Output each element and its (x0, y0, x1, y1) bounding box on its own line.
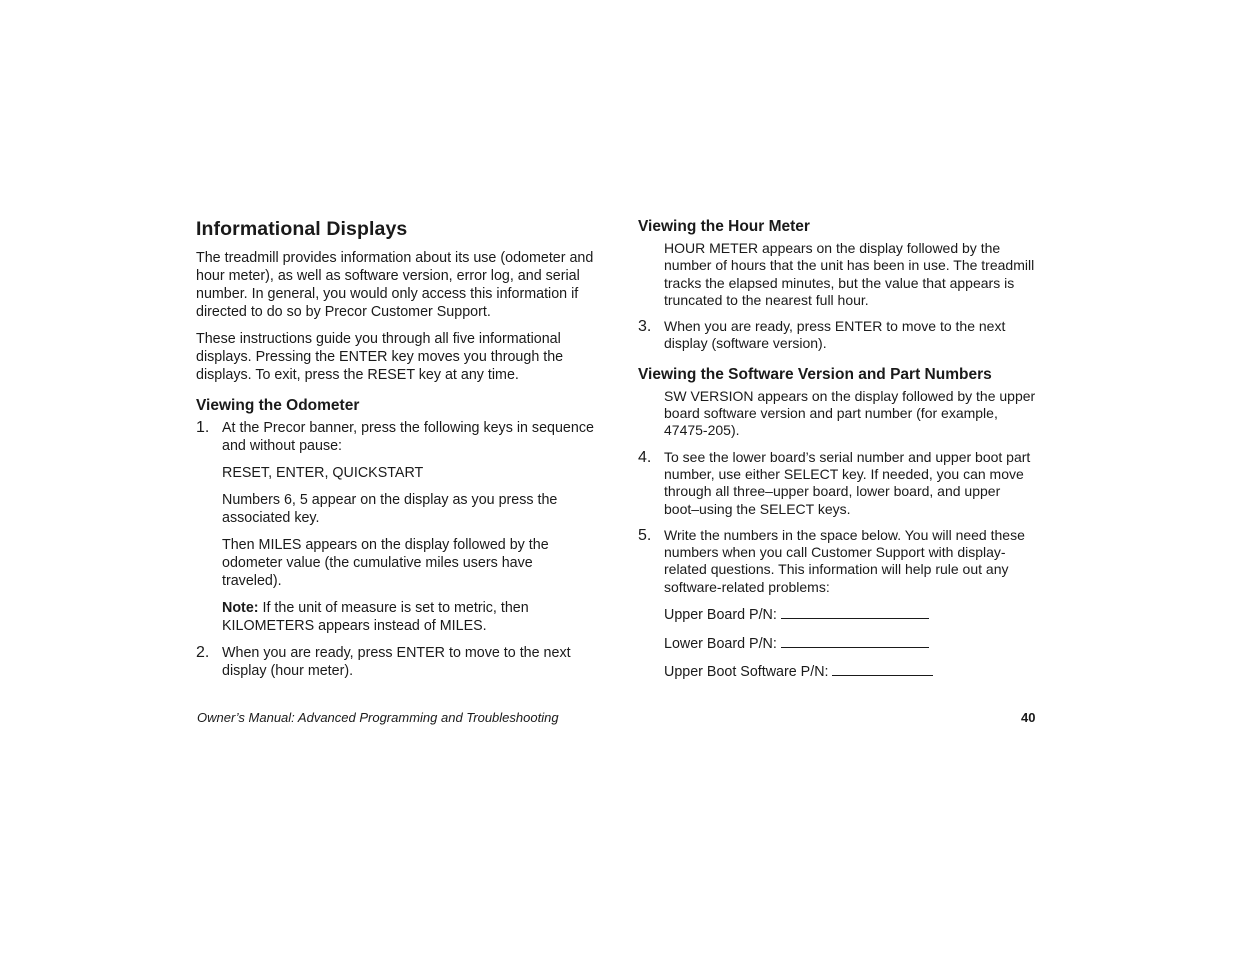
software-version-heading: Viewing the Software Version and Part Numbers (638, 365, 992, 383)
step-4 (638, 449, 1038, 518)
upper-board-line (664, 604, 1038, 624)
numbers-paragraph: Numbers 6, 5 appear on the display as you press the associated key. (222, 492, 558, 526)
upper-boot-blank[interactable] (832, 661, 933, 676)
step-text: When you are ready, press ENTER to move to the next display (software version). (664, 318, 1006, 352)
key-sequence: RESET, ENTER, QUICKSTART (222, 465, 424, 481)
software-version-paragraph: SW VERSION appears on the display followed by the upper board software version and part number (for example, 47475-205). (664, 387, 1036, 439)
upper-board-label: Upper Board P/N: (664, 607, 777, 624)
step-2 (196, 644, 596, 680)
odometer-heading: Viewing the Odometer (196, 397, 360, 414)
note-paragraph (222, 599, 596, 635)
footer-manual-title: Owner’s Manual: Advanced Programming and Troubleshooting (197, 710, 559, 725)
note-label: Note: (222, 600, 259, 616)
left-column (196, 218, 596, 689)
right-column (638, 218, 1038, 681)
hour-meter-heading: Viewing the Hour Meter (638, 218, 810, 235)
step-text: At the Precor banner, press the following keys in sequence and without pause: (222, 420, 594, 454)
upper-boot-line (664, 661, 1038, 681)
intro-paragraph-1: The treadmill provides information about its use (odometer and hour meter), as well as software version, error log, and serial number. In general, you would only access this information if directed to do so by Precor Customer Support. (196, 250, 594, 320)
step-text: When you are ready, press ENTER to move to the next display (hour meter). (222, 645, 571, 679)
page-title: Informational Displays (196, 218, 408, 240)
step-number: 3. (638, 318, 652, 336)
step-number: 4. (638, 448, 652, 466)
lower-board-blank[interactable] (781, 633, 929, 648)
miles-paragraph: Then MILES appears on the display followed by the odometer value (the cumulative miles users have traveled). (222, 537, 549, 589)
step-3 (638, 318, 1038, 353)
hour-meter-paragraph: HOUR METER appears on the display followed by the number of hours that the unit has been in use. The treadmill tracks the elapsed minutes, but the value that appears is truncated to the nearest full hour. (664, 240, 1035, 308)
step-number: 2. (196, 644, 210, 661)
step-text: To see the lower board’s serial number and upper boot part number, use either SELECT key. If needed, you can move through all three–upper board, lower board, and upper boot–using the SELECT keys. (664, 448, 1031, 517)
note-text: If the unit of measure is set to metric, then KILOMETERS appears instead of MILES. (222, 600, 529, 634)
page-number: 40 (1021, 710, 1036, 725)
step-5 (638, 527, 1038, 596)
upper-boot-label: Upper Boot Software P/N: (664, 664, 829, 681)
lower-board-line (664, 633, 1038, 653)
intro-paragraph-2: These instructions guide you through all five informational displays. Pressing the ENTER key moves you through the displays. To exit, press the RESET key at any time. (196, 331, 564, 383)
step-1 (196, 419, 596, 455)
step-number: 5. (638, 526, 652, 544)
upper-board-blank[interactable] (781, 604, 929, 619)
lower-board-label: Lower Board P/N: (664, 636, 777, 653)
step-text: Write the numbers in the space below. You will need these numbers when you call Customer Support with display-related questions. This information will help rule out any software-related problems: (664, 526, 1025, 595)
step-number: 1. (196, 419, 210, 436)
